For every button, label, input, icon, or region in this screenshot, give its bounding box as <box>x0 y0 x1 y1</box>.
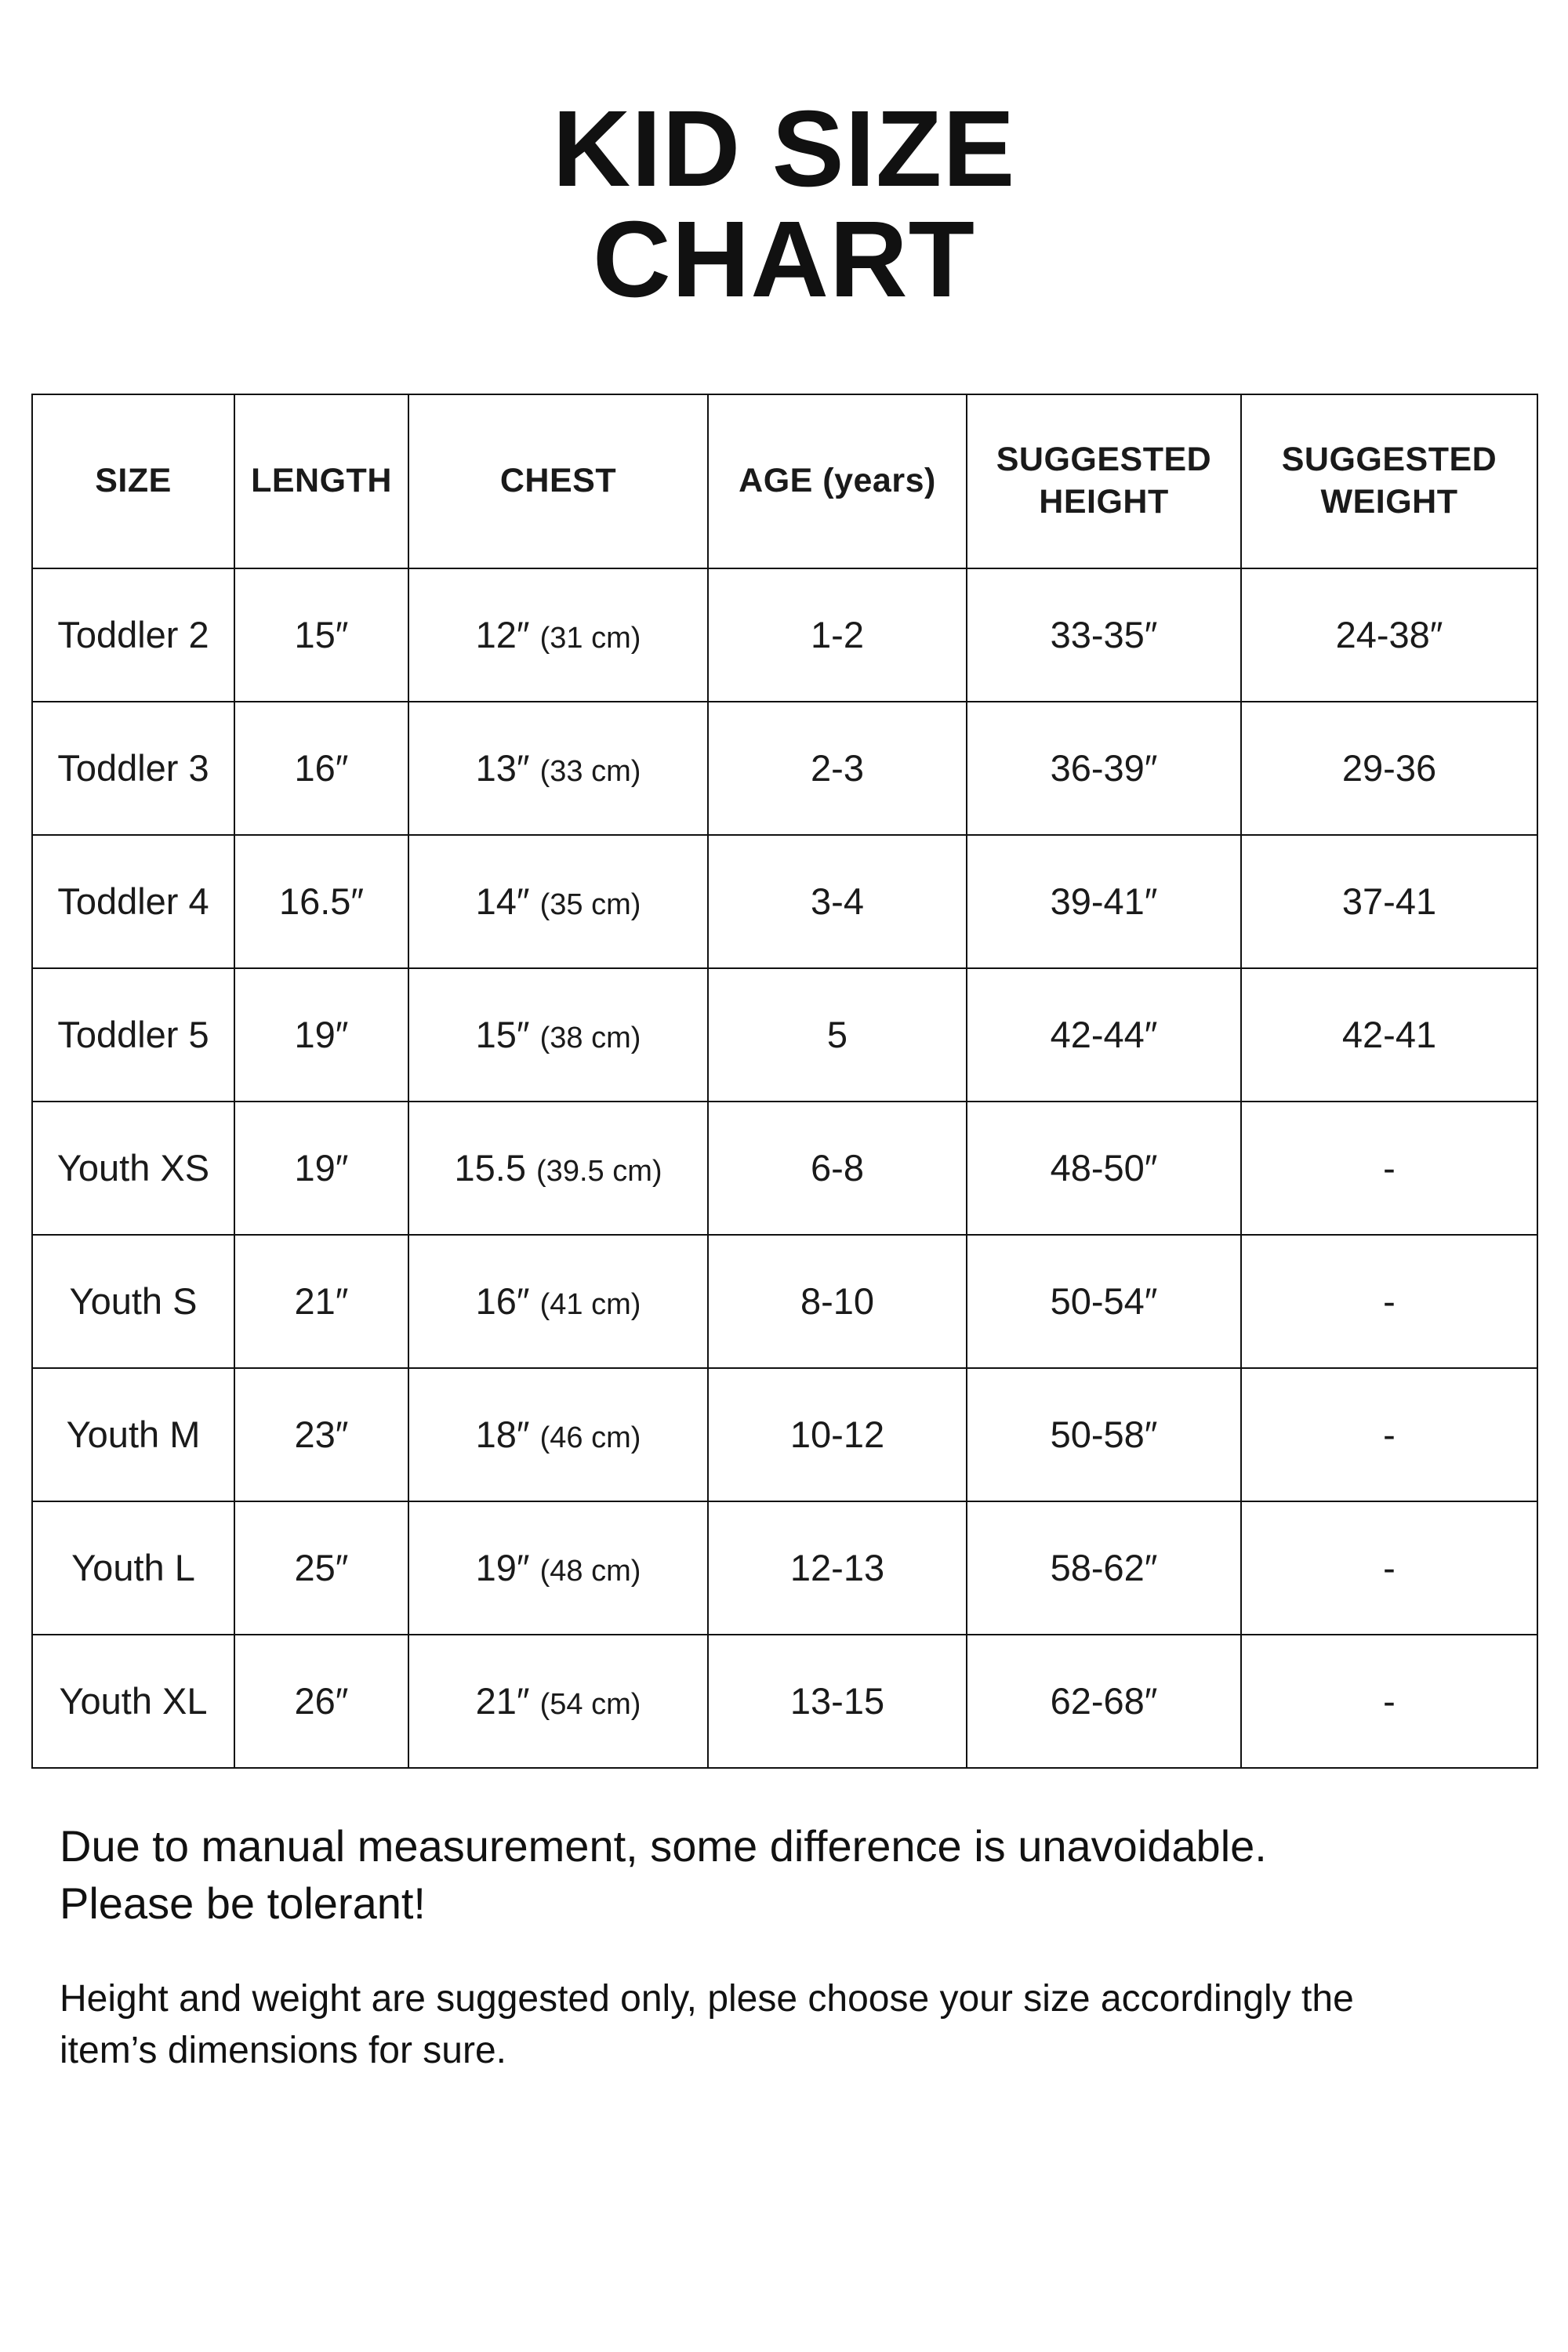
cell-suggested-height: 33-35″ <box>967 568 1241 702</box>
cell-suggested-height: 48-50″ <box>967 1102 1241 1235</box>
cell-age: 2-3 <box>708 702 967 835</box>
cell-chest <box>408 1501 708 1635</box>
cell-size: Youth S <box>32 1235 234 1368</box>
cell-chest-inches: 14″ <box>475 880 530 922</box>
table-header-row <box>32 394 1537 568</box>
column-header-chest: CHEST <box>408 394 708 568</box>
cell-suggested-weight: 29-36 <box>1241 702 1537 835</box>
cell-chest-cm: (48 cm) <box>539 1555 641 1588</box>
column-header-size: SIZE <box>32 394 234 568</box>
cell-chest-cm: (41 cm) <box>539 1288 641 1321</box>
column-header-length: LENGTH <box>234 394 408 568</box>
note-height-weight-disclaimer: Height and weight are suggested only, plese choose your size accordingly the item’s dimensions for sure. <box>60 1978 1354 2071</box>
size-chart-table <box>31 394 1538 1769</box>
cell-age: 1-2 <box>708 568 967 702</box>
cell-suggested-weight: - <box>1241 1368 1537 1501</box>
cell-suggested-weight: - <box>1241 1235 1537 1368</box>
cell-length: 16″ <box>234 702 408 835</box>
cell-size: Youth M <box>32 1368 234 1501</box>
cell-chest-inches: 16″ <box>475 1280 530 1322</box>
cell-chest-cm: (31 cm) <box>539 622 641 655</box>
cell-suggested-height: 50-54″ <box>967 1235 1241 1368</box>
cell-chest-inches: 15.5 <box>454 1147 526 1189</box>
cell-chest-inches: 12″ <box>475 614 530 655</box>
cell-length: 23″ <box>234 1368 408 1501</box>
cell-length: 21″ <box>234 1235 408 1368</box>
cell-age: 3-4 <box>708 835 967 968</box>
cell-chest <box>408 1368 708 1501</box>
cell-chest <box>408 702 708 835</box>
cell-length: 19″ <box>234 1102 408 1235</box>
column-header-suggested-weight-line-1: SUGGESTED <box>1281 440 1497 478</box>
cell-chest-cm: (33 cm) <box>539 755 641 788</box>
cell-suggested-height: 39-41″ <box>967 835 1241 968</box>
cell-age: 5 <box>708 968 967 1102</box>
page-title <box>31 0 1537 320</box>
cell-suggested-height: 62-68″ <box>967 1635 1241 1768</box>
cell-length: 26″ <box>234 1635 408 1768</box>
cell-chest <box>408 968 708 1102</box>
cell-length: 16.5″ <box>234 835 408 968</box>
cell-suggested-weight: - <box>1241 1501 1537 1635</box>
cell-chest <box>408 835 708 968</box>
cell-chest <box>408 1235 708 1368</box>
note-measurement-disclaimer: Due to manual measurement, some difference is unavoidable. Please be tolerant! <box>60 1820 1267 1929</box>
column-header-age: AGE (years) <box>708 394 967 568</box>
cell-chest-cm: (35 cm) <box>539 888 641 921</box>
cell-age: 10-12 <box>708 1368 967 1501</box>
cell-age: 12-13 <box>708 1501 967 1635</box>
column-header-suggested-weight-line-2: WEIGHT <box>1320 482 1458 521</box>
cell-chest <box>408 1635 708 1768</box>
table-row <box>32 968 1537 1102</box>
cell-size: Youth XS <box>32 1102 234 1235</box>
cell-suggested-weight: 42-41 <box>1241 968 1537 1102</box>
notes-section <box>60 1817 1537 2076</box>
cell-chest-cm: (46 cm) <box>539 1421 641 1454</box>
cell-chest-inches: 21″ <box>475 1680 530 1722</box>
cell-suggested-weight: - <box>1241 1635 1537 1768</box>
table-body <box>32 568 1537 1768</box>
table-head <box>32 394 1537 568</box>
cell-chest-cm: (54 cm) <box>539 1688 641 1721</box>
cell-size: Toddler 4 <box>32 835 234 968</box>
cell-suggested-weight: 24-38″ <box>1241 568 1537 702</box>
cell-suggested-weight: 37-41 <box>1241 835 1537 968</box>
cell-suggested-weight: - <box>1241 1102 1537 1235</box>
table-row <box>32 835 1537 968</box>
cell-chest-cm: (38 cm) <box>539 1022 641 1054</box>
table-row <box>32 1635 1537 1768</box>
table-row <box>32 702 1537 835</box>
cell-suggested-height: 42-44″ <box>967 968 1241 1102</box>
table-row <box>32 1235 1537 1368</box>
cell-length: 19″ <box>234 968 408 1102</box>
column-header-suggested-height <box>967 394 1241 568</box>
cell-age: 6-8 <box>708 1102 967 1235</box>
table-row <box>32 568 1537 702</box>
cell-chest <box>408 1102 708 1235</box>
cell-size: Youth L <box>32 1501 234 1635</box>
cell-size: Toddler 3 <box>32 702 234 835</box>
cell-chest-inches: 13″ <box>475 747 530 789</box>
cell-suggested-height: 58-62″ <box>967 1501 1241 1635</box>
cell-age: 8-10 <box>708 1235 967 1368</box>
cell-suggested-height: 36-39″ <box>967 702 1241 835</box>
cell-age: 13-15 <box>708 1635 967 1768</box>
cell-suggested-height: 50-58″ <box>967 1368 1241 1501</box>
column-header-suggested-height-line-1: SUGGESTED <box>996 440 1212 478</box>
cell-size: Toddler 2 <box>32 568 234 702</box>
cell-chest-inches: 18″ <box>475 1414 530 1455</box>
cell-chest <box>408 568 708 702</box>
cell-size: Toddler 5 <box>32 968 234 1102</box>
cell-chest-inches: 19″ <box>475 1547 530 1588</box>
column-header-suggested-weight <box>1241 394 1537 568</box>
cell-size: Youth XL <box>32 1635 234 1768</box>
cell-chest-cm: (39.5 cm) <box>536 1155 662 1188</box>
column-header-suggested-height-line-2: HEIGHT <box>1039 482 1169 521</box>
page-title-line-1: KID SIZE <box>552 89 1016 209</box>
page-title-line-2: CHART <box>593 198 975 320</box>
cell-length: 25″ <box>234 1501 408 1635</box>
cell-chest-inches: 15″ <box>475 1014 530 1055</box>
table-row <box>32 1501 1537 1635</box>
cell-length: 15″ <box>234 568 408 702</box>
table-row <box>32 1368 1537 1501</box>
table-row <box>32 1102 1537 1235</box>
